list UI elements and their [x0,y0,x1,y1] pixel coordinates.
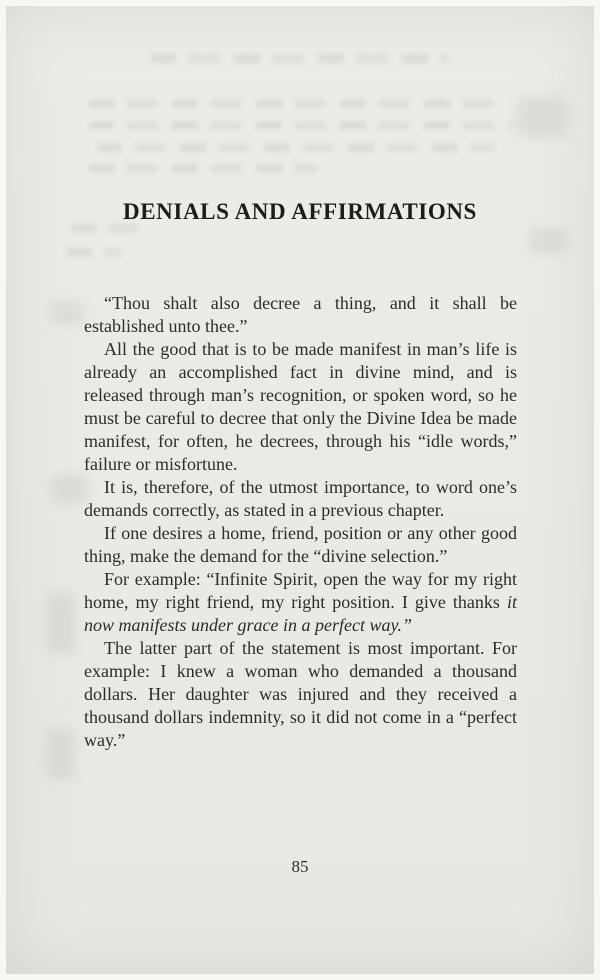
paragraph [84,292,517,338]
text-segment: For example: “Infinite Spirit, open the way for my right home, my right friend, my right position. I give thanks [84,569,517,612]
chapter-title: DENIALS AND AFFIRMATIONS [123,199,477,224]
paragraph [84,637,517,752]
paragraph [84,338,517,476]
text-segment: All the good that is to be made manifest in man’s life is already an accomplished fact in divine mind, and is released through man’s recognition, or spoken word, so he must be careful to decree that only the Divine Idea be made manifest, for often, he decrees, through his “idle words,” failure or misfortune. [84,339,517,474]
text-segment: The latter part of the statement is most important. For example: I knew a woman who demanded a thousand dollars. Her daughter was injured and they received a thousand dollars indemnity, so it did not come in a “perfect way.” [84,638,517,750]
paragraph [84,568,517,637]
text-segment: It is, therefore, of the utmost importance, to word one’s demands correctly, as stated in a previous chapter. [84,477,517,520]
text-segment: If one desires a home, friend, position or any other good thing, make the demand for the “divine selection.” [84,523,517,566]
paragraph [84,476,517,522]
text-segment: “Thou shalt also decree a thing, and it shall be established unto thee.” [84,293,517,336]
body-text [84,292,517,752]
paragraph [84,522,517,568]
page-number: 85 [291,857,309,876]
italic-text-segment: it now manifests under grace in a perfect way.” [84,592,517,635]
